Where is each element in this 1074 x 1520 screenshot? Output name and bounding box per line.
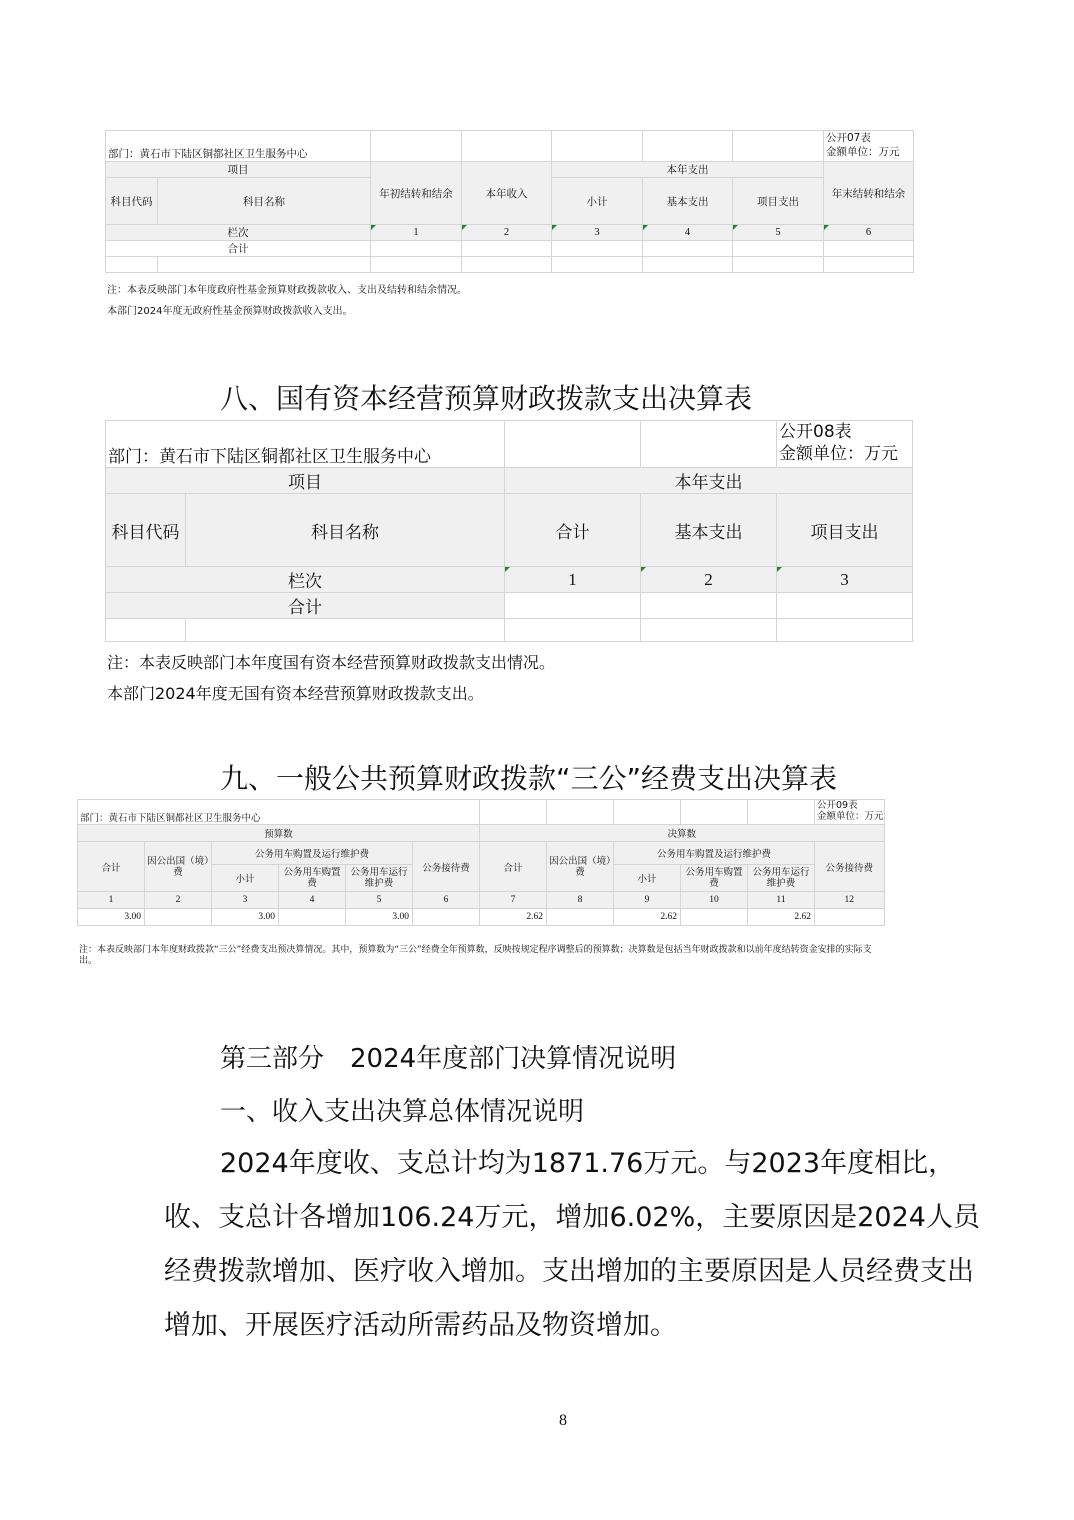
subject-code-header: 科目代码 [106,494,186,567]
actual-subtotal-header: 小计 [614,865,681,892]
summary-paragraph: 2024年度收、支总计均为1871.76万元。与2023年度相比，收、支总计各增加106.24万元，增加6.02%，主要原因是2024人员经费拨款增加、医疗收入增加。支出增加的主要原因是人员经费支出增加、开展医疗活动所需药品及物资增加。 [164,1148,980,1341]
budget-operation-header: 公务用车运行维护费 [346,865,413,892]
budget-subtotal-header: 小计 [212,865,279,892]
actual-vehicle-header: 公务用车购置及运行维护费 [614,842,815,865]
three-public-expense-table [77,799,885,926]
actual-header: 决算数 [480,825,885,842]
column-index: 3 [552,225,643,241]
budget-total-header: 合计 [78,842,145,892]
column-index: 4 [643,225,733,241]
item-header: 项目 [106,468,505,494]
table-code-unit [824,131,914,162]
budget-vehicle-header: 公务用车购置及运行维护费 [212,842,413,865]
government-fund-table [105,130,914,273]
table-08 [105,420,913,642]
subject-name-header: 科目名称 [158,178,371,225]
budget-abroad-header: 因公出国（境）费 [145,842,212,892]
table-07-note: 注：本表反映部门本年度政府性基金预算财政拨款收入、支出及结转和结余情况。 [107,285,467,296]
value-cell: 2.62 [748,909,815,926]
section-one-title: 一、收入支出决算总体情况说明 [220,1097,585,1127]
column-index: 2 [462,225,552,241]
dept-label: 部门：黄石市下陆区铜都社区卫生服务中心 [78,800,480,825]
project-expense-header: 项目支出 [733,178,824,225]
table-07-note-2: 本部门2024年度无政府性基金预算财政拨款收入支出。 [107,306,353,317]
column-index: 3 [777,567,913,593]
amount-unit: 金额单位：万元 [817,811,884,822]
column-index: 3 [212,892,279,909]
actual-purchase-header: 公务用车购置费 [681,865,748,892]
begin-balance-header: 年初结转和结余 [371,162,462,225]
column-index: 7 [480,892,547,909]
table-09 [77,799,885,926]
total-header: 合计 [505,494,641,567]
column-index: 5 [733,225,824,241]
subject-code-header: 科目代码 [106,178,158,225]
table-code: 公开09表 [817,800,858,811]
value-cell: 3.00 [212,909,279,926]
value-cell [279,909,346,926]
value-cell [815,909,885,926]
amount-unit: 金额单位：万元 [779,444,898,464]
column-index: 10 [681,892,748,909]
table-code-unit [815,800,885,825]
project-expense-header: 项目支出 [777,494,913,567]
actual-abroad-header: 因公出国（境）费 [547,842,614,892]
table-row [106,619,186,642]
table-08-note-2: 本部门2024年度无国有资本经营预算财政拨款支出。 [107,684,484,703]
column-index: 6 [824,225,914,241]
column-index: 2 [641,567,777,593]
table-code-unit [777,421,913,468]
table-code: 公开08表 [779,422,852,442]
column-index: 8 [547,892,614,909]
value-cell [145,909,212,926]
column-index: 1 [78,892,145,909]
value-cell: 2.62 [614,909,681,926]
section-heading-8: 八、国有资本经营预算财政拨款支出决算表 [220,382,753,415]
subtotal-header: 小计 [552,178,643,225]
total-row-label: 合计 [106,593,505,619]
section-heading-9: 九、一般公共预算财政拨款“三公”经费支出决算表 [220,762,838,795]
value-cell [547,909,614,926]
table-09-note: 注：本表反映部门本年度财政拨款“三公”经费支出预决算情况。其中，预算数为“三公”经费全年预算数，反映按规定程序调整后的预算数；决算数是包括当年财政拨款和以前年度结转资金安排的实际支出。 [79,945,872,966]
item-header: 项目 [106,162,371,178]
end-balance-header: 年末结转和结余 [824,162,914,225]
actual-total-header: 合计 [480,842,547,892]
value-cell [681,909,748,926]
part-three-title: 第三部分 2024年度部门决算情况说明 [220,1044,677,1074]
actual-operation-header: 公务用车运行维护费 [748,865,815,892]
column-index-label: 栏次 [106,225,371,241]
dept-label: 部门：黄石市下陆区铜都社区卫生服务中心 [106,131,371,162]
total-row-label: 合计 [106,241,371,257]
column-index-label: 栏次 [106,567,505,593]
value-cell [413,909,480,926]
column-index: 2 [145,892,212,909]
value-cell: 3.00 [78,909,145,926]
column-index: 9 [614,892,681,909]
amount-unit: 金额单位：万元 [826,146,900,158]
basic-expense-header: 基本支出 [643,178,733,225]
table-07 [105,130,914,273]
column-index: 6 [413,892,480,909]
column-index: 1 [371,225,462,241]
value-cell: 2.62 [480,909,547,926]
budget-header: 预算数 [78,825,480,842]
budget-reception-header: 公务接待费 [413,842,480,892]
current-expense-header: 本年支出 [505,468,913,494]
table-code: 公开07表 [826,132,871,144]
dept-label: 部门：黄石市下陆区铜都社区卫生服务中心 [106,421,505,468]
actual-reception-header: 公务接待费 [815,842,885,892]
current-expense-header: 本年支出 [552,162,824,178]
value-cell: 3.00 [346,909,413,926]
column-index: 1 [505,567,641,593]
table-row [106,257,158,273]
column-index: 11 [748,892,815,909]
income-header: 本年收入 [462,162,552,225]
basic-expense-header: 基本支出 [641,494,777,567]
column-index: 5 [346,892,413,909]
page-number: 8 [559,1412,567,1429]
column-index: 12 [815,892,885,909]
subject-name-header: 科目名称 [186,494,505,567]
budget-purchase-header: 公务用车购置费 [279,865,346,892]
table-08-note: 注：本表反映部门本年度国有资本经营预算财政拨款支出情况。 [107,653,556,672]
state-capital-table [105,420,913,642]
column-index: 4 [279,892,346,909]
